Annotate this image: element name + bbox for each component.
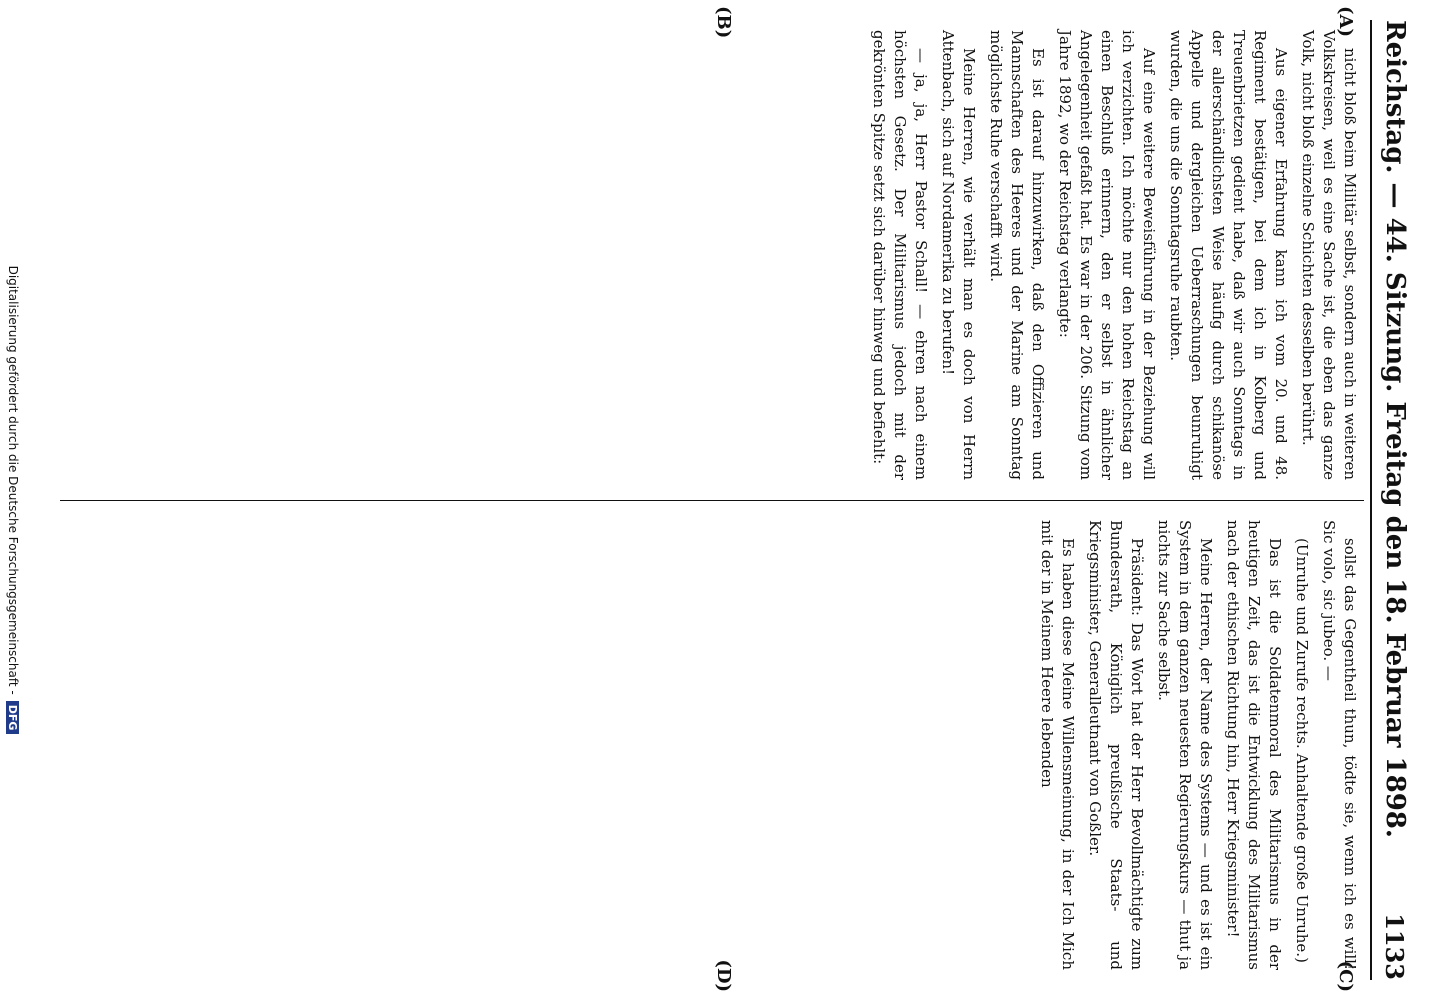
paragraph: Es haben diese Meine Willensmeinung, in der Ich Mich mit der in Meinem Heere lebenden — [1038, 520, 1077, 970]
paragraph: nicht bloß beim Militär selbst, sondern auch in weiteren Volkskreisen, weil es eine Sache ist, die eben das ganze Volk, nicht bloß einzelne Schichten desselben berührt. — [1299, 30, 1359, 480]
paragraph: (Unruhe und Zurufe rechts. Anhaltende große Unruhe.) — [1293, 538, 1311, 963]
paragraph: Präsident: Das Wort hat der Herr Bevollmächtigte zum Bundesrath, Königlich preußische Staats- und Kriegsminister, Generalleutnant von Goßler. — [1086, 520, 1146, 970]
column-divider — [60, 500, 1364, 501]
paragraph: sollst das Gegentheil thun, tödte sie, wenn ich es will! Sic volo, sic jubeo. — — [1320, 520, 1359, 970]
page-header — [1372, 20, 1418, 980]
paragraph: Auf eine weitere Beweisführung in der Beziehung will ich verzichten. Ich möchte nur den hohen Reichstag an einen Beschluß erinnern, den er selbst in ähnlicher Angelegenheit gefaßt hat. Es war in der 206. Sitzung vom Jahre 1892, wo der Reichstag verlangte: — [1056, 30, 1158, 480]
margin-letter-d: (D) — [713, 959, 734, 992]
margin-letter-c: (C) — [1335, 960, 1356, 992]
header-title: Reichstag. — 44. Sitzung. Freitag den 18. Februar 1898. — [1380, 20, 1410, 838]
paragraph: Meine Herren, der Name des Systems — und es ist ein System in dem ganzen neuesten Regierungskurs — thut ja nichts zur Sache selbst. — [1155, 520, 1215, 970]
paragraph: Aus eigener Erfahrung kann ich vom 20. und 48. Regiment bestätigen, bei dem ich in Kolberg und Treuenbrietzen gedient habe, daß wir auch Sonntags in der allerschändlichsten Weise häufig durch schikanöse Appelle und dergleichen Ueberraschungen beunruhigt wurden, die uns die Sonntagsruhe raubten. — [1167, 30, 1290, 480]
header-rule — [1370, 20, 1372, 980]
paragraph: Es ist darauf hinzuwirken, daß den Offizieren und Mannschaften des Heeres und der Marine am Sonntag möglichste Ruhe verschafft wird. — [987, 30, 1047, 480]
left-column — [862, 30, 1360, 480]
page-number: 1133 — [1380, 913, 1410, 980]
margin-letter-b: (B) — [713, 6, 734, 39]
digitization-note — [6, 0, 20, 1000]
paragraph: Das ist die Soldatenmoral des Militarismus in der heutigen Zeit, das ist die Entwicklung des Militarismus nach der ethischen Richtung hin, Herr Kriegsminister! — [1224, 520, 1284, 970]
margin-letter-a: (A) — [1335, 6, 1356, 37]
dfg-logo: DFG — [6, 701, 19, 735]
paragraph: — ja, ja, Herr Pastor Schall! — ehren nach einem höchsten Gesetz. Der Militarismus jedoch mit der gekrönten Spitze setzt sich darüber hinweg und befiehlt: — [870, 30, 930, 480]
footer-text: Digitalisierung gefördert durch die Deutsche Forschungsgemeinschaft - — [6, 265, 20, 695]
paragraph: Meine Herren, wie verhält man es doch von Herrn Attenbach, sich auf Nordamerika zu berufen! — [939, 30, 978, 480]
right-column — [1030, 520, 1360, 970]
